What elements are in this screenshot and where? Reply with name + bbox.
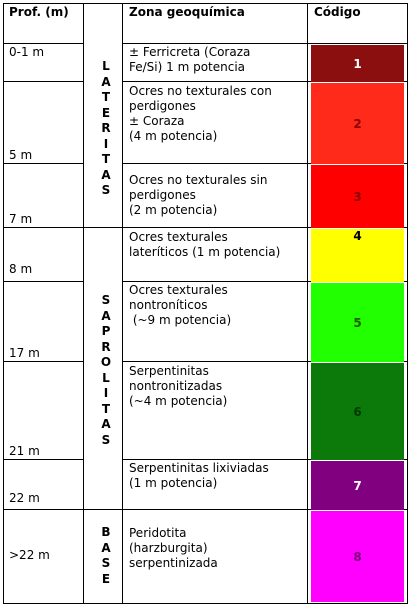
zone-description bbox=[129, 364, 299, 409]
zone-text-line: Peridotita bbox=[129, 526, 187, 540]
code-swatch bbox=[311, 83, 404, 164]
zone-description bbox=[129, 45, 299, 75]
code-number: 1 bbox=[353, 56, 362, 71]
header-code: Código bbox=[314, 5, 361, 19]
group-letter: A bbox=[101, 308, 111, 323]
group-letter: L bbox=[102, 370, 110, 385]
code-swatch bbox=[311, 283, 404, 362]
group-letter: T bbox=[101, 90, 111, 104]
zone-description bbox=[129, 84, 299, 144]
row-divider bbox=[3, 43, 83, 44]
zone-text-line: (~9 m potencia) bbox=[129, 313, 232, 327]
col-divider-3 bbox=[307, 3, 308, 604]
group-letter: B bbox=[101, 525, 111, 539]
zone-description bbox=[129, 173, 299, 218]
depth-label: 5 m bbox=[9, 148, 33, 162]
group-letter: A bbox=[101, 540, 111, 555]
col-divider-1 bbox=[83, 3, 84, 604]
group-letter: R bbox=[101, 339, 111, 354]
group-letter: S bbox=[101, 183, 111, 197]
group-letter: T bbox=[101, 152, 111, 166]
zone-description bbox=[129, 526, 299, 571]
code-swatch bbox=[311, 363, 404, 460]
zone-text-line: Ocres texturales bbox=[129, 230, 228, 244]
row-divider bbox=[122, 43, 408, 44]
group-letter: S bbox=[101, 432, 111, 447]
header-depth: Prof. (m) bbox=[9, 5, 69, 19]
table-border-top bbox=[3, 3, 408, 4]
table-border-left bbox=[3, 3, 4, 604]
group-letter: S bbox=[101, 556, 111, 570]
group-letter: A bbox=[101, 74, 111, 89]
zone-text-line: (harzburgita) bbox=[129, 541, 208, 555]
header-zone: Zona geoquímica bbox=[129, 5, 245, 19]
group-letter: O bbox=[100, 355, 112, 369]
group-letter: E bbox=[101, 571, 111, 586]
code-swatch bbox=[311, 461, 404, 510]
table-border-right bbox=[407, 3, 408, 604]
group-letter: A bbox=[101, 417, 111, 431]
group-letter: S bbox=[101, 293, 111, 307]
code-number: 4 bbox=[353, 229, 362, 243]
group-saprolitas bbox=[99, 293, 113, 448]
row-divider bbox=[3, 163, 83, 164]
col-divider-2 bbox=[122, 3, 123, 604]
code-number: 2 bbox=[353, 116, 362, 131]
depth-label: 17 m bbox=[9, 346, 40, 360]
depth-label: 22 m bbox=[9, 491, 40, 505]
zone-text-line: Serpentinitas lixiviadas bbox=[129, 461, 269, 475]
code-number: 3 bbox=[353, 189, 362, 204]
zone-description bbox=[129, 230, 299, 260]
zone-text-line: nontronitizadas bbox=[129, 379, 223, 393]
code-number: 8 bbox=[353, 549, 362, 564]
group-letter: T bbox=[101, 401, 111, 416]
zone-description bbox=[129, 461, 299, 491]
zone-text-line: lateríticos (1 m potencia) bbox=[129, 245, 281, 259]
zone-text-line: Ocres no texturales sin bbox=[129, 173, 268, 187]
row-divider bbox=[3, 81, 83, 82]
group-letter: I bbox=[103, 386, 109, 400]
table-border-bottom bbox=[3, 603, 408, 604]
depth-label: 0-1 m bbox=[9, 45, 45, 59]
group-letter: L bbox=[102, 59, 110, 73]
code-swatch bbox=[311, 511, 404, 602]
zone-text-line: Fe/Si) 1 m potencia bbox=[129, 60, 246, 74]
group-letter: E bbox=[101, 105, 111, 120]
zone-text-line: serpentinizada bbox=[129, 556, 218, 570]
zone-text-line: Ocres no texturales con bbox=[129, 84, 272, 98]
zone-text-line: (~4 m potencia) bbox=[129, 394, 228, 408]
code-number: 5 bbox=[353, 315, 362, 330]
depth-label: 7 m bbox=[9, 212, 33, 226]
code-swatch bbox=[311, 165, 404, 228]
code-number: 7 bbox=[353, 478, 362, 493]
row-divider bbox=[3, 459, 83, 460]
zone-text-line: ± Coraza bbox=[129, 114, 185, 128]
group-letter: P bbox=[101, 324, 111, 338]
zone-text-line: Ocres texturales bbox=[129, 283, 228, 297]
zone-text-line: perdigones bbox=[129, 99, 196, 113]
row-divider bbox=[3, 281, 83, 282]
group-letter: R bbox=[101, 121, 111, 135]
zone-text-line: (4 m potencia) bbox=[129, 129, 218, 143]
row-divider bbox=[3, 361, 83, 362]
code-swatch bbox=[311, 229, 404, 282]
code-number: 6 bbox=[353, 404, 362, 419]
depth-label: 21 m bbox=[9, 444, 40, 458]
group-base bbox=[99, 525, 113, 587]
zone-text-line: ± Ferricreta (Coraza bbox=[129, 45, 251, 59]
group-letter: A bbox=[101, 167, 111, 182]
group-letter: I bbox=[103, 136, 109, 151]
depth-label: 8 m bbox=[9, 262, 33, 276]
group-lateritas bbox=[99, 59, 113, 199]
zone-text-line: nontroníticos bbox=[129, 298, 208, 312]
zone-description bbox=[129, 283, 299, 328]
zone-text-line: (2 m potencia) bbox=[129, 203, 218, 217]
zone-text-line: (1 m potencia) bbox=[129, 476, 218, 490]
zone-text-line: perdigones bbox=[129, 188, 196, 202]
code-swatch bbox=[311, 45, 404, 82]
depth-label: >22 m bbox=[9, 548, 50, 562]
zone-text-line: Serpentinitas bbox=[129, 364, 209, 378]
